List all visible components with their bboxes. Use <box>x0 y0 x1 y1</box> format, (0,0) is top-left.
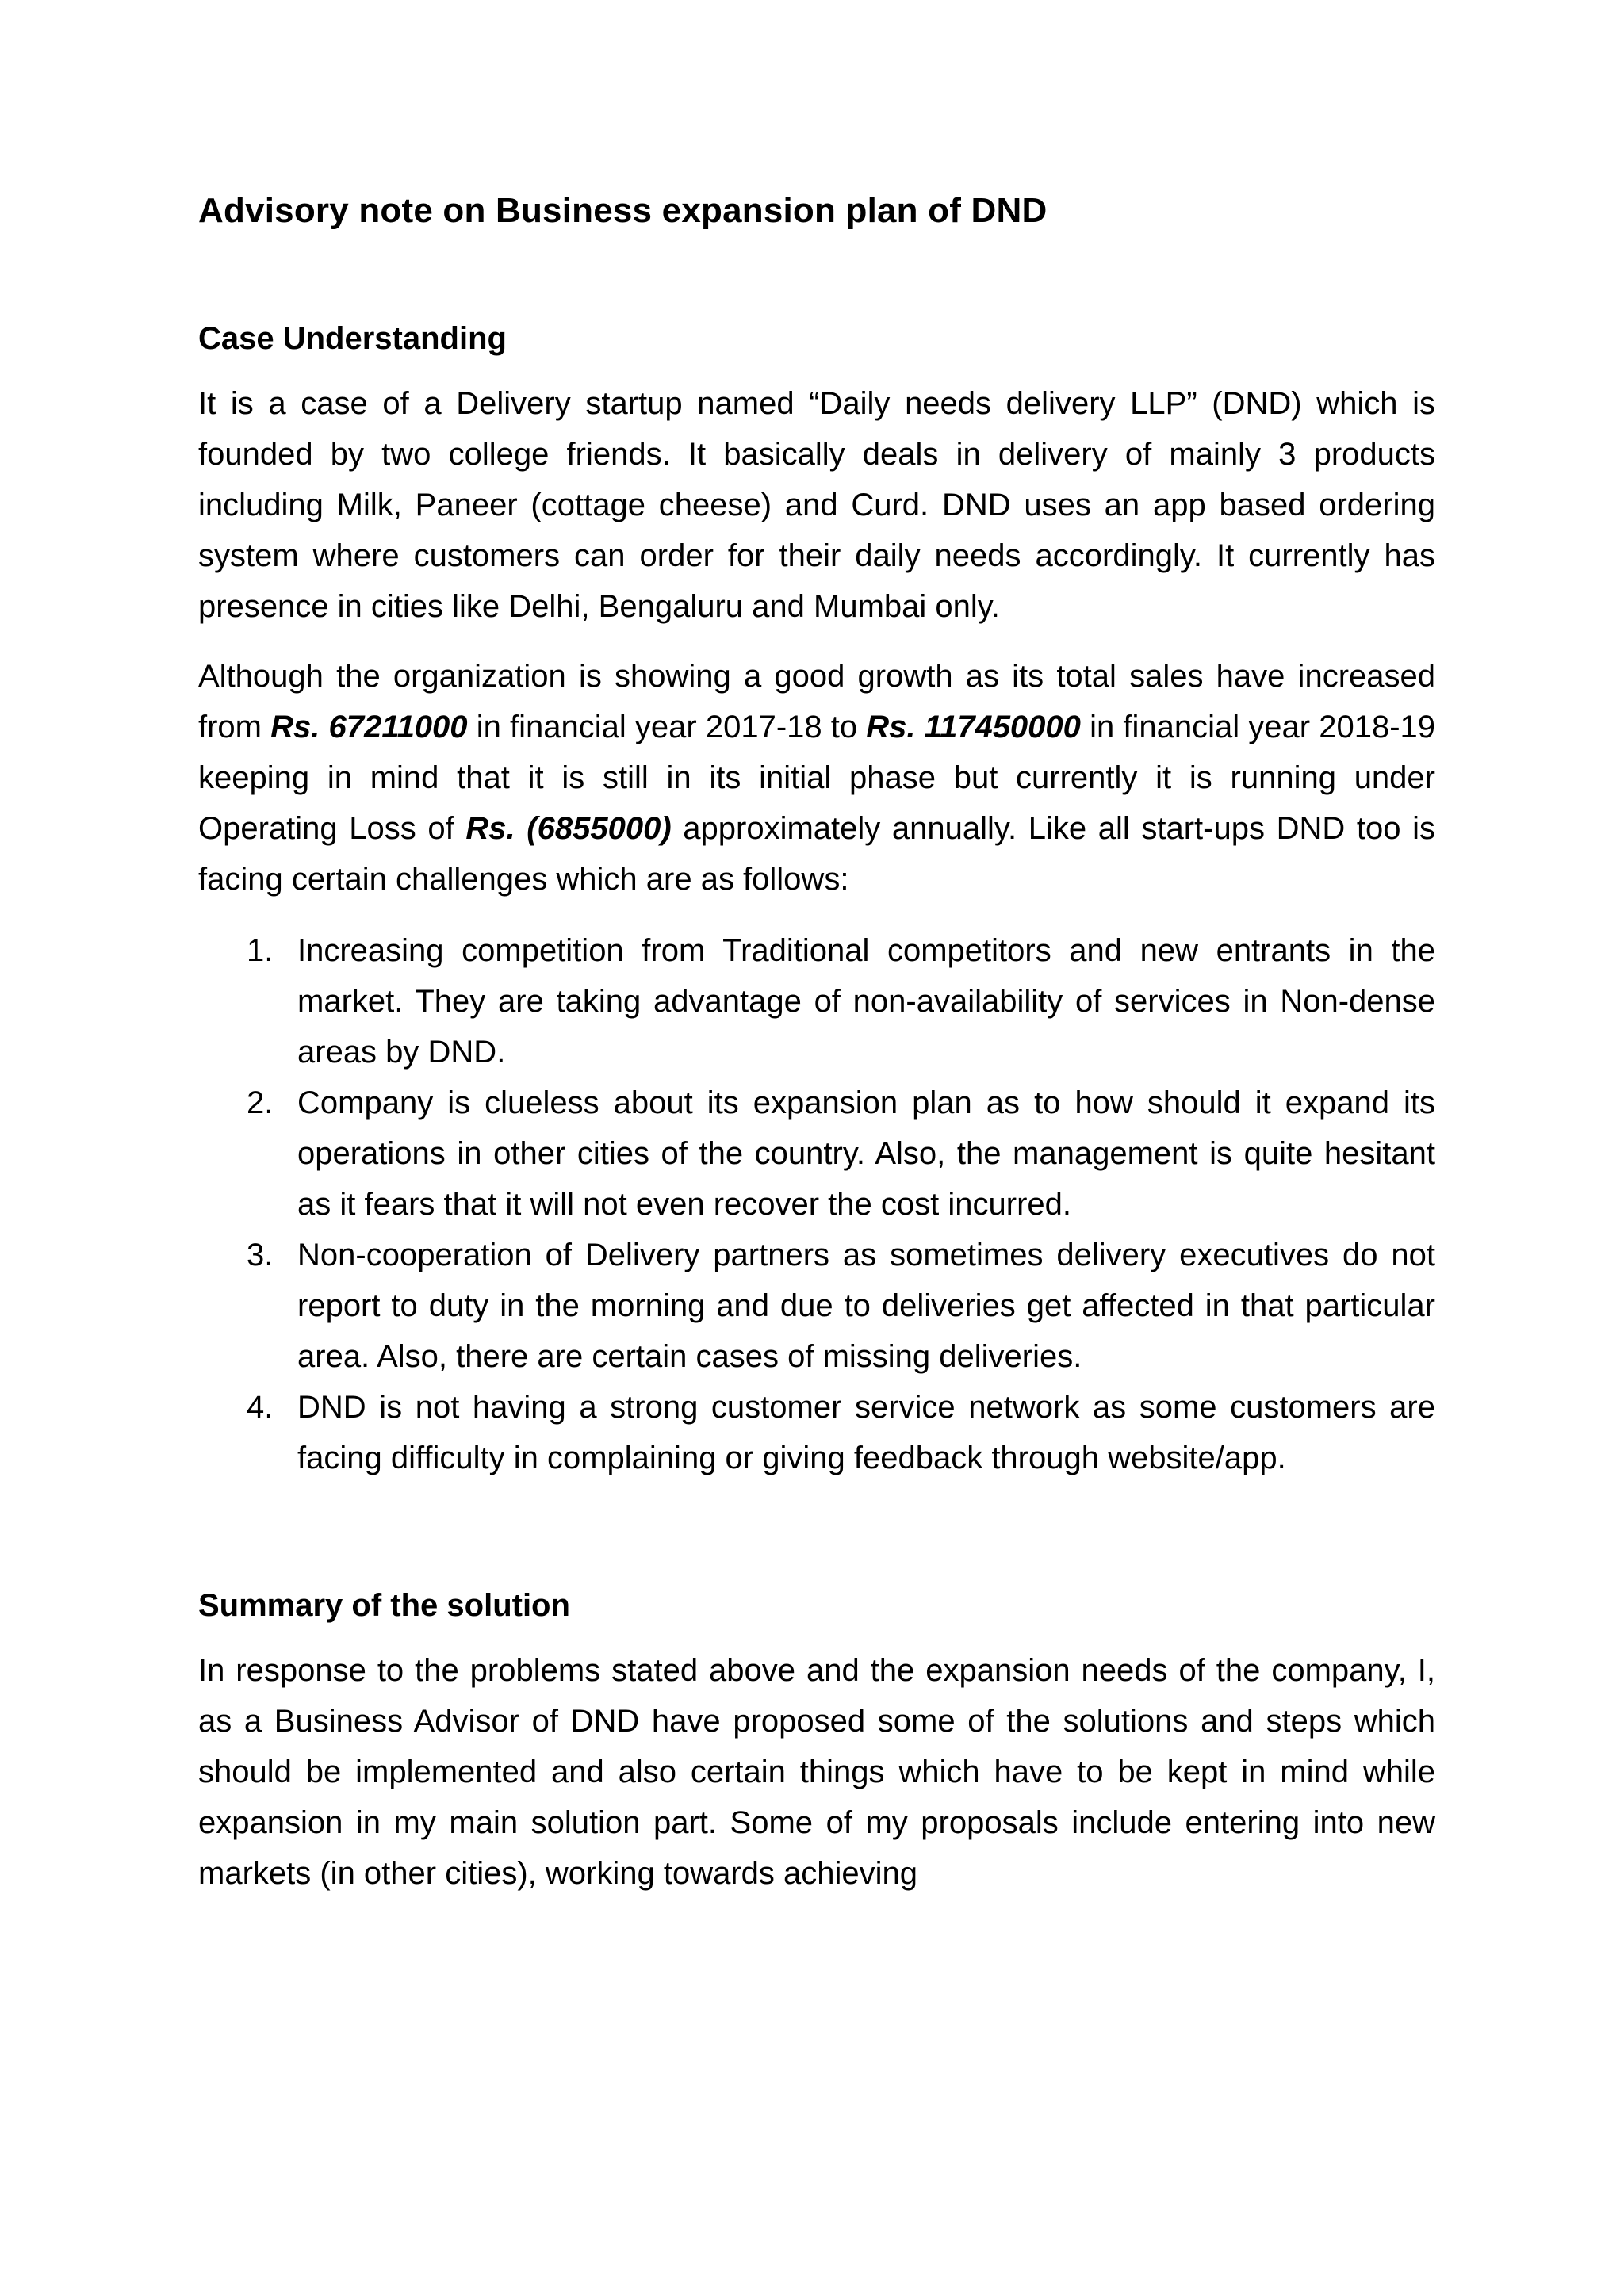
challenge-number: 2. <box>247 1085 274 1120</box>
challenge-number: 4. <box>247 1389 274 1425</box>
challenge-item <box>247 1077 1435 1230</box>
case-paragraph-2-text-4: approximately annually. Like all start-ups DND too is facing certain challenges which are as follows: <box>198 810 1435 897</box>
challenge-item <box>247 1382 1435 1483</box>
case-paragraph-1: It is a case of a Delivery startup named “Daily needs delivery LLP” (DND) which is founded by two college friends. It basically deals in delivery of mainly 3 products including Milk, Paneer (cottage cheese) and Curd. DND uses an app based ordering system where customers can order for their daily needs accordingly. It currently has presence in cities like Delhi, Bengaluru and Mumbai only. <box>198 385 1435 624</box>
challenge-text: Increasing competition from Traditional competitors and new entrants in the market. They are taking advantage of non-availability of services in Non-dense areas by DND. <box>297 932 1435 1070</box>
case-paragraph-2-text-3: in financial year 2018-19 keeping in mind that it is still in its initial phase but currently it is running under Operating Loss of <box>198 709 1435 846</box>
sales-2018-19-amount: Rs. 117450000 <box>866 709 1081 744</box>
document-title: Advisory note on Business expansion plan of DND <box>198 191 1048 230</box>
document-page <box>198 190 1435 1899</box>
challenges-list <box>198 925 1435 1483</box>
case-paragraph-2-text-2: in financial year 2017-18 to <box>467 709 867 744</box>
challenge-item <box>247 1230 1435 1382</box>
challenge-text: Company is clueless about its expansion plan as to how should it expand its operations in other cities of the country. Also, the management is quite hesitant as it fears that it will not even recover the cost incurred. <box>297 1085 1435 1222</box>
case-paragraph-2 <box>198 651 1435 905</box>
challenge-text: Non-cooperation of Delivery partners as sometimes delivery executives do not report to duty in the morning and due to deliveries get affected in that particular area. Also, there are certain cases of missing deliveries. <box>297 1237 1435 1374</box>
challenge-item <box>247 925 1435 1077</box>
operating-loss-amount: Rs. (6855000) <box>465 810 672 846</box>
challenge-text: DND is not having a strong customer service network as some customers are facing difficulty in complaining or giving feedback through website/app. <box>297 1389 1435 1475</box>
challenge-number: 1. <box>247 932 274 968</box>
case-understanding-heading: Case Understanding <box>198 320 507 356</box>
summary-paragraph: In response to the problems stated above and the expansion needs of the company, I, as a Business Advisor of DND have proposed some of the solutions and steps which should be implemented and also certain things which have to be kept in mind while expansion in my main solution part. Some of my proposals include entering into new markets (in other cities), working towards achieving <box>198 1652 1435 1891</box>
summary-heading: Summary of the solution <box>198 1587 570 1623</box>
sales-2017-18-amount: Rs. 67211000 <box>270 709 468 744</box>
challenge-number: 3. <box>247 1237 274 1272</box>
case-paragraph-2-text-1: Although the organization is showing a good growth as its total sales have increased from <box>198 658 1435 744</box>
